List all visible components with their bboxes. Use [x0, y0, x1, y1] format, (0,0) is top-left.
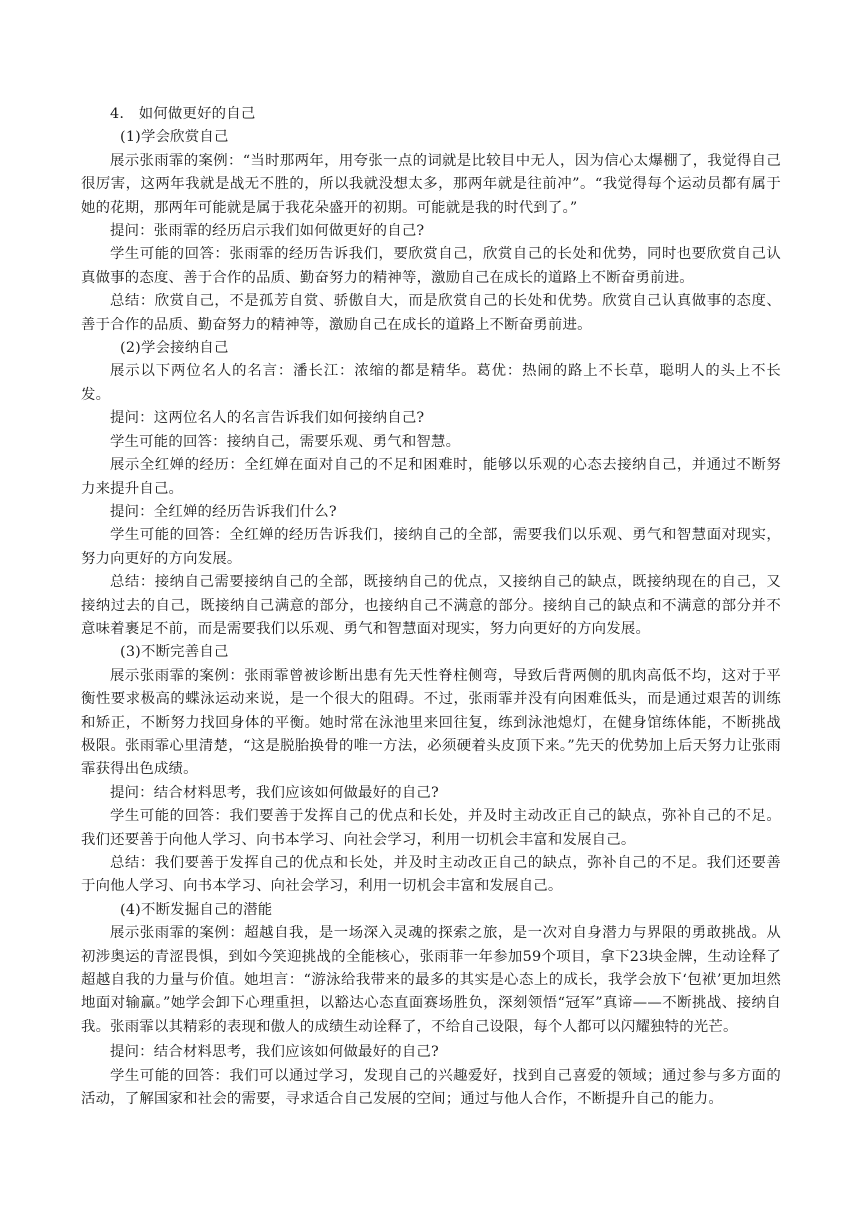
paragraph: 总结：欣赏自己，不是孤芳自赏、骄傲自大，而是欣赏自己的长处和优势。欣赏自己认真做事的态度、善于合作的品质、勤奋努力的精神等，激励自己在成长的道路上不断奋勇前进。: [81, 293, 781, 333]
paragraph: 提问：张雨霏的经历启示我们如何做更好的自己?: [110, 223, 425, 240]
document-body: [81, 103, 781, 1111]
subsection-title: (3)不断完善自己: [120, 644, 229, 661]
paragraph: 学生可能的回答：我们可以通过学习，发现自己的兴趣爱好，找到自己喜爱的领域；通过参与多方面的活动，了解国家和社会的需要，寻求适合自己发展的空间；通过与他人合作，不断提升自己的能力。: [81, 1067, 781, 1108]
paragraph: 学生可能的回答：张雨霏的经历告诉我们，要欣赏自己，欣赏自己的长处和优势，同时也要欣赏自己认真做事的态度、善于合作的品质、勤奋努力的精神等，激励自己在成长的道路上不断奋勇前进。: [81, 246, 781, 286]
paragraph: 学生可能的回答：接纳自己，需要乐观、勇气和智慧。: [110, 433, 461, 450]
paragraph: 提问：结合材料思考，我们应该如何做最好的自己?: [110, 1044, 439, 1061]
paragraph: 学生可能的回答：全红婵的经历告诉我们，接纳自己的全部，需要我们以乐观、勇气和智慧面对现实，努力向更好的方向发展。: [81, 527, 781, 567]
paragraph: 学生可能的回答：我们要善于发挥自己的优点和长处，并及时主动改正自己的缺点，弥补自己的不足。我们还要善于向他人学习、向书本学习、向社会学习，利用一切机会丰富和发展自己。: [81, 808, 781, 848]
paragraph: 展示张雨霏的案例：超越自我，是一场深入灵魂的探索之旅，是一次对自身潜力与界限的勇敢挑战。从初涉奥运的青涩畏惧，到如今笑迎挑战的全能核心，张雨菲一年参加59个项目，拿下23块金牌，生动诠释了超越自我的力量与价值。她坦言：“游泳给我带来的最多的其实是心态上的成长，我学会放下‘包袱’更加坦然地面对输赢。”她学会卸下心理重担，以豁达心态直面赛场胜负，深刻领悟“冠军”真谛——不断挑战、接纳自我。张雨霏以其精彩的表现和傲人的成绩生动诠释了，不给自己设限，每个人都可以闪耀独特的光芒。: [81, 925, 781, 1035]
paragraph: 提问：全红婵的经历告诉我们什么?: [110, 503, 337, 520]
paragraph: 展示以下两位名人的名言：潘长江：浓缩的都是精华。葛优：热闹的路上不长草，聪明人的头上不长发。: [81, 363, 781, 403]
paragraph: 展示张雨霏的案例：张雨霏曾被诊断出患有先天性脊柱侧弯，导致后背两侧的肌肉高低不均，这对于平衡性要求极高的蝶泳运动来说，是一个很大的阻碍。不过，张雨霏并没有向困难低头，而是通过艰苦的训练和矫正，不断努力找回身体的平衡。她时常在泳池里来回往复，练到泳池熄灯，在健身馆练体能，不断挑战极限。张雨霏心里清楚，“这是脱胎换骨的唯一方法，必须硬着头皮顶下来。”先天的优势加上后天努力让张雨霏获得出色成绩。: [81, 667, 781, 778]
paragraph: 提问：结合材料思考，我们应该如何做最好的自己?: [110, 784, 439, 801]
paragraph: 展示张雨霏的案例：“当时那两年，用夸张一点的词就是比较目中无人，因为信心太爆棚了，我觉得自己很厉害，这两年我就是战无不胜的，所以我就没想太多，那两年就是往前冲”。“我觉得每个运动员都有属于她的花期，那两年可能就是属于我花朵盛开的初期。可能就是我的时代到了。”: [81, 152, 781, 216]
subsection-title: (1)学会欣赏自己: [120, 129, 229, 146]
subsection-title: (4)不断发掘自己的潜能: [120, 901, 273, 918]
section-heading: 4. 如何做更好的自己: [110, 106, 256, 122]
paragraph: 总结：我们要善于发挥自己的优点和长处，并及时主动改正自己的缺点，弥补自己的不足。我们还要善于向他人学习、向书本学习、向社会学习，利用一切机会丰富和发展自己。: [81, 855, 781, 895]
paragraph: 总结：接纳自己需要接纳自己的全部，既接纳自己的优点，又接纳自己的缺点，既接纳现在的自己，又接纳过去的自己，既接纳自己满意的部分，也接纳自己不满意的部分。接纳自己的缺点和不满意的部分并不意味着裹足不前，而是需要我们以乐观、勇气和智慧面对现实，努力向更好的方向发展。: [81, 574, 781, 637]
subsection-title: (2)学会接纳自己: [120, 340, 229, 357]
paragraph: 展示全红婵的经历：全红婵在面对自己的不足和困难时，能够以乐观的心态去接纳自己，并通过不断努力来提升自己。: [81, 457, 781, 497]
paragraph: 提问：这两位名人的名言告诉我们如何接纳自己?: [110, 410, 425, 427]
